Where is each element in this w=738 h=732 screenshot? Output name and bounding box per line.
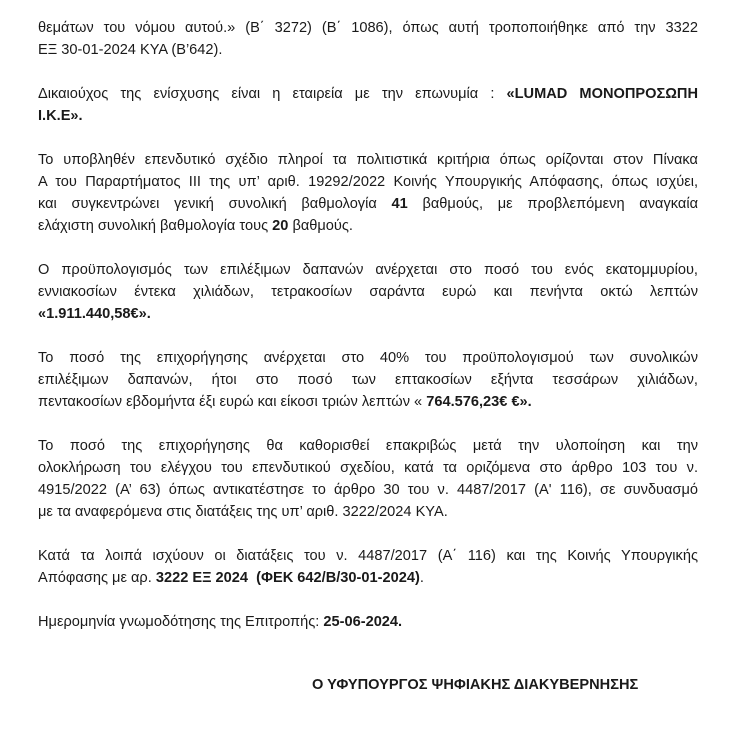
text-line: θεμάτων του νόμου αυτού.» (Β΄ 3272) (Β΄ 1086), όπως αυτή τροποποιήθηκε από την 3322 bbox=[38, 20, 698, 36]
opinion-date: 25-06-2024. bbox=[323, 614, 403, 630]
company-name-suffix: Ι.Κ.Ε». bbox=[38, 108, 83, 124]
text-run: . bbox=[419, 570, 424, 586]
minimum-score: 20 bbox=[272, 218, 289, 234]
text-run: πεντακοσίων εβδομήντα έξι ευρώ και είκοσι τριών λεπτών « bbox=[38, 394, 427, 410]
paragraph-criteria-score bbox=[38, 149, 698, 237]
text-line bbox=[38, 193, 698, 215]
text-line: Κατά τα λοιπά ισχύουν οι διατάξεις του ν. 4487/2017 (Α΄ 116) και της Κοινής Υπουργικής bbox=[38, 548, 698, 564]
text-run: βαθμούς, με προβλεπόμενη αναγκαία bbox=[407, 196, 699, 212]
paragraph-grant-determination bbox=[38, 435, 698, 523]
text-line bbox=[38, 391, 698, 413]
text-run bbox=[248, 570, 256, 586]
decision-number: 3222 ΕΞ 2024 bbox=[155, 570, 249, 586]
text-run: Ημερομηνία γνωμοδότησης της Επιτροπής: bbox=[38, 614, 324, 630]
text-run: Δικαιούχος της ενίσχυσης είναι η εταιρεία με την επωνυμία : bbox=[38, 86, 507, 102]
budget-amount: «1.911.440,58€». bbox=[38, 306, 151, 322]
text-line: ΕΞ 30-01-2024 ΚΥΑ (Β’642). bbox=[38, 42, 223, 58]
text-run: Απόφασης με αρ. bbox=[38, 570, 156, 586]
total-score: 41 bbox=[391, 196, 408, 212]
paragraph-opinion-date bbox=[38, 611, 698, 633]
gazette-reference: (ΦΕΚ 642/Β/30-01-2024) bbox=[256, 570, 420, 586]
text-line: εννιακοσίων έντεκα χιλιάδων, τετρακοσίων σαράντα ευρώ και πενήντα οκτώ λεπτών bbox=[38, 284, 698, 300]
signature-title: Ο ΥΦΥΠΟΥΡΓΟΣ ΨΗΦΙΑΚΗΣ ΔΙΑΚΥΒΕΡΝΗΣΗΣ bbox=[312, 677, 639, 693]
text-line: 4915/2022 (Α’ 63) όπως αντικατέστησε το άρθρο 30 του ν. 4487/2017 (Α' 116), σε συνδυασμό bbox=[38, 482, 698, 498]
text-line bbox=[38, 215, 698, 237]
text-line: Α του Παραρτήματος ΙΙΙ της υπ’ αριθ. 19292/2022 Κοινής Υπουργικής Απόφασης, όπως ισχύει, bbox=[38, 174, 698, 190]
text-line: επιλέξιμων δαπανών, ήτοι στο ποσό των επτακοσίων εξήντα τεσσάρων χιλιάδων, bbox=[38, 372, 698, 388]
paragraph-applicable-provisions bbox=[38, 545, 698, 589]
text-line: ολοκλήρωση του ελέγχου του επενδυτικού σχεδίου, κατά τα οριζόμενα στο άρθρο 103 του ν. bbox=[38, 460, 698, 476]
text-line bbox=[38, 83, 698, 105]
paragraph-beneficiary bbox=[38, 83, 698, 127]
paragraph-budget bbox=[38, 259, 698, 325]
text-line: Το ποσό της επιχορήγησης θα καθορισθεί επακριβώς μετά την υλοποίηση και την bbox=[38, 438, 698, 454]
text-line: Το υποβληθέν επενδυτικό σχέδιο πληροί τα πολιτιστικά κριτήρια όπως ορίζονται στον Πίνακα bbox=[38, 152, 698, 168]
text-run: ελάχιστη συνολική βαθμολογία τους bbox=[38, 218, 273, 234]
text-line bbox=[38, 611, 698, 633]
text-run: και συγκεντρώνει γενική συνολική βαθμολογία bbox=[38, 196, 392, 212]
text-line: Ο προϋπολογισμός των επιλέξιμων δαπανών ανέρχεται στο ποσό του ενός εκατομμυρίου, bbox=[38, 262, 698, 278]
text-run: βαθμούς. bbox=[288, 218, 353, 234]
text-line: Το ποσό της επιχορήγησης ανέρχεται στο 40% του προϋπολογισμού των συνολικών bbox=[38, 350, 698, 366]
text-line bbox=[38, 567, 698, 589]
paragraph-law-reference bbox=[38, 17, 698, 61]
company-name: «LUMAD ΜΟΝΟΠΡΟΣΩΠΗ bbox=[506, 86, 698, 102]
document-page bbox=[38, 17, 698, 655]
grant-amount: 764.576,23€ €». bbox=[426, 394, 532, 410]
paragraph-grant-amount bbox=[38, 347, 698, 413]
text-line: με τα αναφερόμενα στις διατάξεις της υπ’ αριθ. 3222/2024 ΚΥΑ. bbox=[38, 504, 448, 520]
